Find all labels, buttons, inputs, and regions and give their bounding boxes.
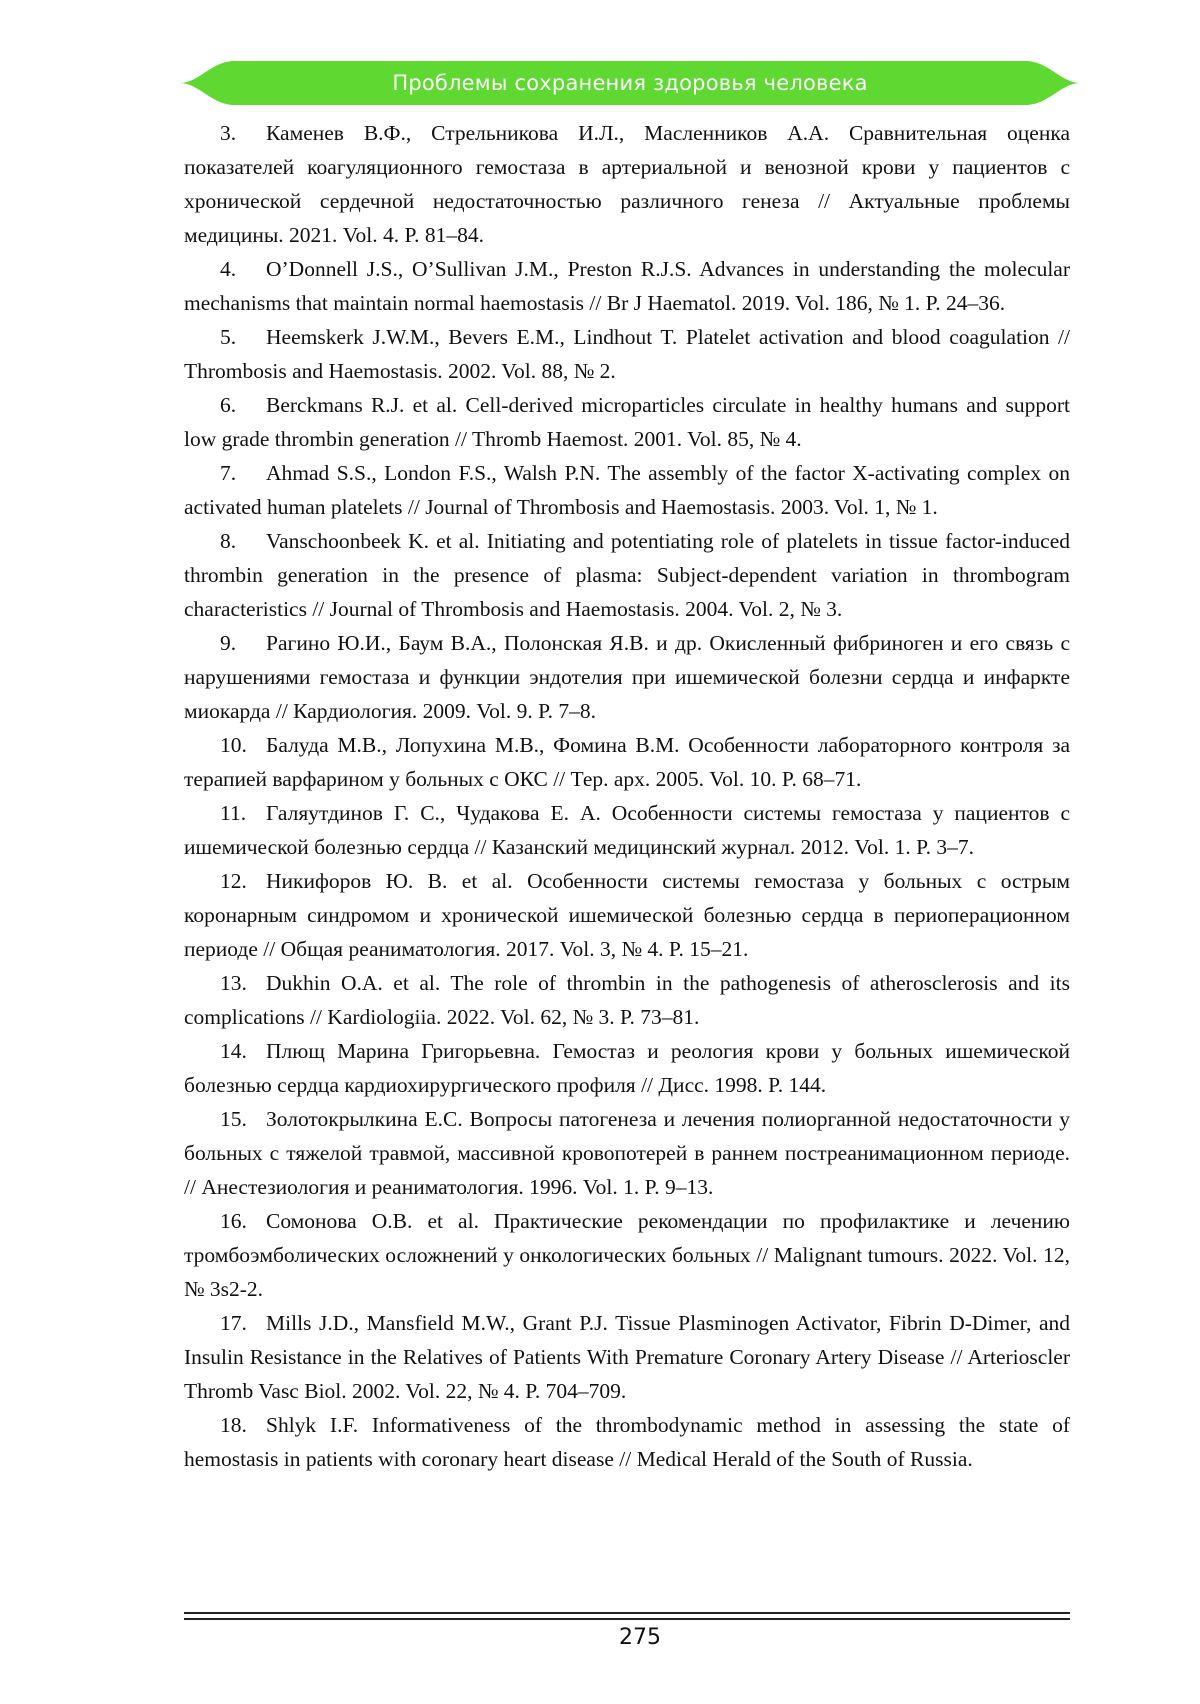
reference-number: 5. [220, 320, 266, 354]
reference-number: 15. [220, 1102, 266, 1136]
reference-number: 14. [220, 1034, 266, 1068]
reference-item [184, 116, 1070, 252]
reference-number: 7. [220, 456, 266, 490]
reference-text: Heemskerk J.W.M., Bevers E.M., Lindhout T. Platelet activation and blood coagulation // Thrombosis and Haemostasis. 2002. Vol. 88, № 2. [184, 325, 1070, 383]
reference-text: O’Donnell J.S., O’Sullivan J.M., Preston R.J.S. Advances in understanding the molecular mechanisms that maintain normal haemostasis // Br J Haematol. 2019. Vol. 186, № 1. P. 24–36. [184, 257, 1070, 315]
reference-item [184, 626, 1070, 728]
reference-number: 12. [220, 864, 266, 898]
reference-number: 4. [220, 252, 266, 286]
journal-section-title: Проблемы сохранения здоровья человека [180, 61, 1080, 105]
reference-text: Ahmad S.S., London F.S., Walsh P.N. The assembly of the factor X-activating complex on activated human platelets // Journal of Thrombosis and Haemostasis. 2003. Vol. 1, № 1. [184, 461, 1070, 519]
reference-text: Сомонова О.В. et al. Практические рекомендации по профилактике и лечению тромбоэмболических осложнений у онкологических больных // Malignant tumours. 2022. Vol. 12, № 3s2-2. [184, 1209, 1070, 1301]
reference-number: 13. [220, 966, 266, 1000]
reference-item [184, 524, 1070, 626]
reference-text: Никифоров Ю. В. et al. Особенности системы гемостаза у больных с острым коронарным синдромом и хронической ишемической болезнью сердца в периоперационном периоде // Общая реаниматология. 2017. Vol. 3, № 4. P. 15–21. [184, 869, 1070, 961]
reference-number: 10. [220, 728, 266, 762]
reference-text: Галяутдинов Г. С., Чудакова Е. А. Особенности системы гемостаза у пациентов с ишемической болезнью сердца // Казанский медицинский журнал. 2012. Vol. 1. P. 3–7. [184, 801, 1070, 859]
reference-number: 11. [220, 796, 266, 830]
reference-list [184, 116, 1070, 1476]
reference-item [184, 864, 1070, 966]
reference-item [184, 728, 1070, 796]
reference-number: 6. [220, 388, 266, 422]
reference-item [184, 966, 1070, 1034]
reference-number: 16. [220, 1204, 266, 1238]
reference-number: 17. [220, 1306, 266, 1340]
reference-number: 3. [220, 116, 266, 150]
reference-text: Каменев В.Ф., Стрельникова И.Л., Масленников А.А. Сравнительная оценка показателей коагуляционного гемостаза в артериальной и венозной крови у пациентов с хронической сердечной недостаточностью различного генеза // Актуальные проблемы медицины. 2021. Vol. 4. P. 81–84. [184, 121, 1070, 247]
reference-item [184, 320, 1070, 388]
reference-item [184, 388, 1070, 456]
reference-text: Mills J.D., Mansfield M.W., Grant P.J. Tissue Plasminogen Activator, Fibrin D-Dimer, and Insulin Resistance in the Relatives of Patients With Premature Coronary Artery Disease // Arterioscler Thromb Vasc Biol. 2002. Vol. 22, № 4. P. 704–709. [184, 1311, 1070, 1403]
reference-item [184, 1408, 1070, 1476]
reference-text: Berckmans R.J. et al. Cell-derived microparticles circulate in healthy humans and support low grade thrombin generation // Thromb Haemost. 2001. Vol. 85, № 4. [184, 393, 1070, 451]
reference-text: Плющ Марина Григорьевна. Гемостаз и реология крови у больных ишемической болезнью сердца кардиохирургического профиля // Дисс. 1998. P. 144. [184, 1039, 1070, 1097]
reference-item [184, 1102, 1070, 1204]
reference-item [184, 1204, 1070, 1306]
reference-item [184, 1306, 1070, 1408]
reference-item [184, 456, 1070, 524]
reference-text: Shlyk I.F. Informativeness of the thrombodynamic method in assessing the state of hemostasis in patients with coronary heart disease // Medical Herald of the South of Russia. [184, 1413, 1070, 1471]
reference-number: 18. [220, 1408, 266, 1442]
page-number: 275 [0, 1625, 1200, 1650]
reference-number: 8. [220, 524, 266, 558]
reference-number: 9. [220, 626, 266, 660]
reference-text: Рагино Ю.И., Баум В.А., Полонская Я.В. и др. Окисленный фибриноген и его связь с нарушениями гемостаза и функции эндотелия при ишемической болезни сердца и инфаркте миокарда // Кардиология. 2009. Vol. 9. P. 7–8. [184, 631, 1070, 723]
reference-text: Vanschoonbeek K. et al. Initiating and potentiating role of platelets in tissue factor-induced thrombin generation in the presence of plasma: Subject-dependent variation in thrombogram characteristics // Journal of Thrombosis and Haemostasis. 2004. Vol. 2, № 3. [184, 529, 1070, 621]
footer-double-rule [184, 1612, 1070, 1620]
reference-item [184, 1034, 1070, 1102]
running-header [180, 61, 1080, 105]
reference-item [184, 252, 1070, 320]
reference-item [184, 796, 1070, 864]
reference-text: Dukhin O.A. et al. The role of thrombin in the pathogenesis of atherosclerosis and its complications // Kardiologiia. 2022. Vol. 62, № 3. P. 73–81. [184, 971, 1070, 1029]
reference-text: Золотокрылкина Е.С. Вопросы патогенеза и лечения полиорганной недостаточности у больных с тяжелой травмой, массивной кровопотерей в раннем постреанимационном периоде. // Анестезиология и реаниматология. 1996. Vol. 1. P. 9–13. [184, 1107, 1070, 1199]
reference-text: Балуда М.В., Лопухина М.В., Фомина В.М. Особенности лабораторного контроля за терапией варфарином у больных с ОКС // Тер. арх. 2005. Vol. 10. P. 68–71. [184, 733, 1070, 791]
